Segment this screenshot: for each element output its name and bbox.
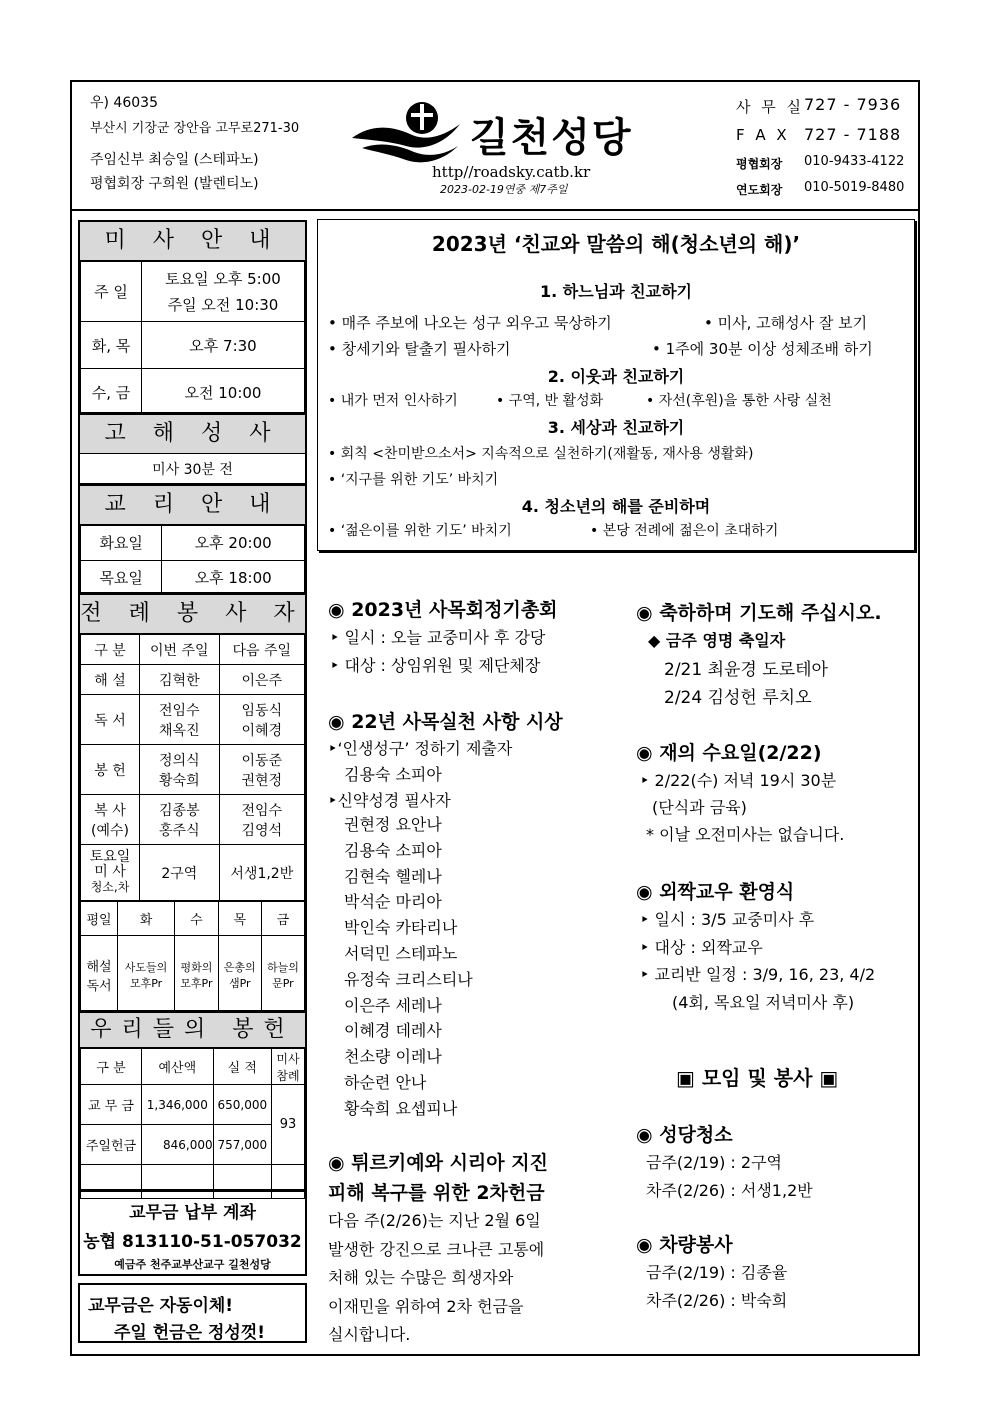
quake-line: 실시합니다.: [328, 1325, 411, 1344]
award-category: ‣‘인생성구’ 정하기 제출자: [328, 739, 513, 758]
feast-title: ◉ 축하하며 기도해 주십시오.: [636, 602, 882, 624]
council-president: 평협회장 구희원 (발렌티노): [90, 176, 259, 192]
theme-box: [317, 219, 915, 551]
offering-label: 주일헌금: [81, 1125, 142, 1165]
tuethu-time: 오후 7:30: [142, 322, 305, 369]
offering-title: 우리들의 봉헌: [80, 1013, 305, 1048]
feast-subtitle: ◆ 금주 영명 축일자: [648, 631, 786, 650]
theme-item: • 회칙 <찬미받으소서> 지속적으로 실천하기(재활동, 재사용 생활화): [328, 446, 754, 462]
quake-line: 이재민을 위하여 2차 헌금을: [328, 1296, 524, 1316]
fax-label: F A X: [736, 126, 790, 144]
catechism-day: 화요일: [81, 526, 162, 561]
liturgy-this: 김혁한: [140, 665, 220, 695]
sat-next: 서생1,2반: [219, 845, 304, 901]
theme-title: 2023년 ‘친교와 말씀의 해(청소년의 해)’: [431, 232, 801, 256]
theme-item: • 1주에 30분 이상 성체조배 하기: [652, 340, 873, 358]
catechism-time: 오후 20:00: [162, 526, 305, 561]
award-title: ◉ 22년 사목실천 사항 시상: [328, 711, 563, 733]
theme-section: 2. 이웃과 친교하기: [547, 367, 685, 386]
offering-label: 교 무 금: [81, 1085, 142, 1125]
award-name: 유정숙 크리스티나: [344, 969, 473, 989]
award-name: 김용숙 소피아: [344, 765, 442, 784]
award-name: 김용숙 소피아: [344, 840, 442, 860]
weekday-group: 하늘의 문Pr: [261, 936, 304, 1014]
award-name-list: [344, 812, 473, 1122]
weekday-group: 은총의 샘Pr: [218, 936, 261, 1014]
saturday-mass: 토요일 오후 5:00: [165, 269, 281, 288]
theme-section: 1. 하느님과 친교하기: [540, 282, 692, 301]
liturgy-role: 해 설: [81, 665, 140, 695]
award-name: 박인숙 카타리나: [344, 918, 458, 938]
theme-item: • 본당 전례에 젊은이 초대하기: [590, 523, 779, 539]
weekday-group: 사도들의 모후Pr: [118, 936, 175, 1014]
liturgy-head: 다음 주일: [219, 635, 304, 665]
weekday-head: 수: [175, 902, 219, 936]
award-category: ‣신약성경 필사자: [328, 791, 451, 810]
council-phone-label: 평협회장: [736, 157, 783, 171]
welcome-item: ‣ 대상 : 외짝교우: [640, 938, 763, 957]
catechism-title: 교 리 안 내: [80, 486, 305, 525]
liturgy-next: 이동준 권현정: [219, 745, 304, 795]
ash-wednesday-note: (단식과 금육): [652, 798, 747, 817]
account-holder: 예금주 천주교부산교구 길천성당: [114, 1258, 271, 1271]
general-meeting-title: ◉ 2023년 사목회정기총회: [328, 599, 558, 621]
theme-item: • 미사, 고해성사 잘 보기: [704, 314, 868, 332]
address: 부산시 기장군 장안읍 고무로271-30: [90, 121, 300, 136]
confession-title: 고 해 성 사: [80, 415, 305, 454]
offering-actual: 650,000: [213, 1085, 271, 1125]
offering-head: 예산액: [142, 1049, 214, 1085]
parish-name: 길천성당: [470, 115, 633, 161]
quake-line: 다음 주(2/26)는 지난 2월 6일: [328, 1211, 541, 1230]
quake-body: [328, 1207, 544, 1350]
feast-row: 2/24 김성헌 루치오: [664, 688, 812, 708]
liturgy-title: 전 례 봉 사 자: [80, 595, 305, 634]
liturgy-next: 임동식 이혜경: [219, 695, 304, 745]
welcome-item: (4회, 목요일 저녁미사 후): [672, 993, 855, 1012]
liturgy-head: 구 분: [81, 635, 140, 665]
wedfri-label: 수, 금: [81, 369, 142, 416]
car-service-title: ◉ 차량봉사: [636, 1234, 733, 1256]
feast-row: 2/21 최윤경 도로테아: [664, 660, 828, 680]
sunday-mass: 주일 오전 10:30: [167, 295, 279, 314]
liturgy-this: 정의식 황숙희: [140, 745, 220, 795]
welcome-item: ‣ 교리반 일정 : 3/9, 16, 23, 4/2: [640, 965, 876, 984]
theme-section: 3. 세상과 친교하기: [547, 418, 685, 437]
catechism-box: [78, 484, 307, 594]
bulletin-date: 2023-02-19연중 제7주일: [440, 183, 568, 196]
weekday-group: 평화의 모후Pr: [175, 936, 219, 1014]
office-phone: 727 - 7936: [804, 95, 902, 114]
weekday-head: 금: [261, 902, 304, 936]
mass-schedule: [78, 220, 307, 414]
sat-this: 2구역: [140, 845, 220, 901]
ash-wednesday-note: * 이날 오전미사는 없습니다.: [646, 825, 845, 844]
sat-label: 미 사: [94, 864, 126, 880]
quake-title: ◉ 튀르키예와 시리아 지진: [328, 1152, 548, 1174]
mass-title: 미 사 안 내: [80, 222, 305, 261]
pastor: 주임신부 최승일 (스테파노): [90, 152, 259, 168]
reminder-line2: 주일 헌금은 정성껏!: [114, 1323, 265, 1343]
sat-label: 청소,차: [90, 880, 130, 894]
offering-box: [78, 1011, 307, 1191]
theme-section: 4. 청소년의 해를 준비하며: [521, 497, 711, 516]
theme-item: • ‘젊은이를 위한 기도’ 바치기: [328, 523, 512, 539]
catechism-time: 오후 18:00: [162, 560, 305, 595]
liturgy-next: 이은주: [219, 665, 304, 695]
cleaning-item: 금주(2/19) : 2구역: [646, 1153, 782, 1172]
award-name: 박석순 마리아: [344, 892, 442, 912]
church-logo-icon: [348, 96, 466, 168]
confession-time: 미사 30분 전: [152, 462, 233, 478]
reminder-box: [78, 1283, 307, 1343]
award-name: 하순련 안나: [344, 1072, 427, 1092]
sunday-label: 주 일: [81, 262, 142, 322]
theme-item: • 매주 주보에 나오는 성구 외우고 묵상하기: [328, 314, 612, 332]
liturgy-role: 독 서: [81, 695, 140, 745]
quake-line: 처해 있는 수많은 희생자와: [328, 1268, 514, 1287]
reminder-line1: 교무금은 자동이체!: [88, 1296, 234, 1316]
offering-budget: 1,346,000: [142, 1085, 214, 1125]
cleaning-item: 차주(2/26) : 서생1,2반: [646, 1181, 813, 1200]
weekday-head: 화: [118, 902, 175, 936]
account-number: 농협 813110-51-057032: [83, 1232, 302, 1252]
quake-line: 발생한 강진으로 크나큰 고통에: [328, 1239, 545, 1259]
account-box: [78, 1190, 307, 1276]
theme-item: • ‘지구를 위한 기도’ 바치기: [328, 472, 499, 488]
yeondo-phone: 010-5019-8480: [804, 180, 905, 195]
general-meeting-time: ‣ 일시 : 오늘 교중미사 후 강당: [330, 628, 546, 647]
sat-label: 토요일: [89, 849, 131, 865]
liturgy-role: 봉 헌: [81, 745, 140, 795]
website-link[interactable]: http//roadsky.catb.kr: [432, 163, 591, 181]
award-name: 권현정 요안나: [344, 815, 442, 834]
liturgy-role: 복 사 (예수): [81, 795, 140, 845]
catechism-day: 목요일: [81, 560, 162, 595]
award-name: 김현숙 헬레나: [344, 866, 442, 886]
yeondo-phone-label: 연도회장: [736, 183, 783, 197]
liturgy-this: 김종봉 홍주식: [140, 795, 220, 845]
cleaning-title: ◉ 성당청소: [636, 1124, 733, 1146]
office-label: 사 무 실: [736, 98, 805, 116]
car-service-item: 차주(2/26) : 박숙희: [646, 1291, 788, 1310]
confession-box: [78, 413, 307, 485]
liturgy-head: 이번 주일: [140, 635, 220, 665]
offering-head: 미사 참례: [272, 1049, 305, 1085]
meetings-heading: ▣ 모임 및 봉사 ▣: [676, 1066, 839, 1090]
award-name: 서덕민 스테파노: [344, 943, 458, 963]
theme-item: • 구역, 반 활성화: [496, 393, 604, 409]
weekday-head: 평일: [81, 902, 118, 936]
welcome-title: ◉ 외짝교우 환영식: [636, 881, 795, 903]
award-name: 황숙희 요셉피나: [344, 1098, 458, 1118]
ash-wednesday-time: ‣ 2/22(수) 저녁 19시 30분: [640, 771, 837, 790]
offering-budget: 846,000: [142, 1125, 214, 1165]
account-title: 교무금 납부 계좌: [129, 1203, 256, 1223]
fax-number: 727 - 7188: [804, 125, 902, 144]
zip-code: 우) 46035: [90, 95, 158, 111]
weekday-head: 목: [218, 902, 261, 936]
liturgy-next: 전임수 김영석: [219, 795, 304, 845]
theme-item: • 자선(후원)을 통한 사랑 실천: [646, 393, 832, 409]
offering-actual: 757,000: [213, 1125, 271, 1165]
header-divider: [70, 209, 920, 211]
mass-attendance: 93: [272, 1085, 305, 1165]
award-name: 이은주 세레나: [344, 995, 442, 1015]
welcome-item: ‣ 일시 : 3/5 교중미사 후: [640, 910, 815, 929]
wedfri-time: 오전 10:00: [142, 369, 305, 416]
quake-title: 피해 복구를 위한 2차헌금: [328, 1182, 545, 1204]
tuethu-label: 화, 목: [81, 322, 142, 369]
general-meeting-target: ‣ 대상 : 상임위원 및 제단체장: [330, 656, 541, 675]
award-name: 천소량 이레나: [344, 1047, 442, 1067]
car-service-item: 금주(2/19) : 김종율: [646, 1263, 788, 1282]
theme-item: • 내가 먼저 인사하기: [328, 393, 458, 409]
award-name: 이혜경 데레사: [344, 1021, 442, 1041]
liturgy-box: [78, 593, 307, 1012]
council-phone: 010-9433-4122: [804, 154, 905, 169]
offering-head: 구 분: [81, 1049, 142, 1085]
theme-item: • 창세기와 탈출기 필사하기: [328, 340, 511, 358]
offering-head: 실 적: [213, 1049, 271, 1085]
liturgy-this: 전임수 채옥진: [140, 695, 220, 745]
weekday-role: 해설 독서: [81, 936, 118, 1014]
ash-wednesday-title: ◉ 재의 수요일(2/22): [636, 742, 822, 764]
